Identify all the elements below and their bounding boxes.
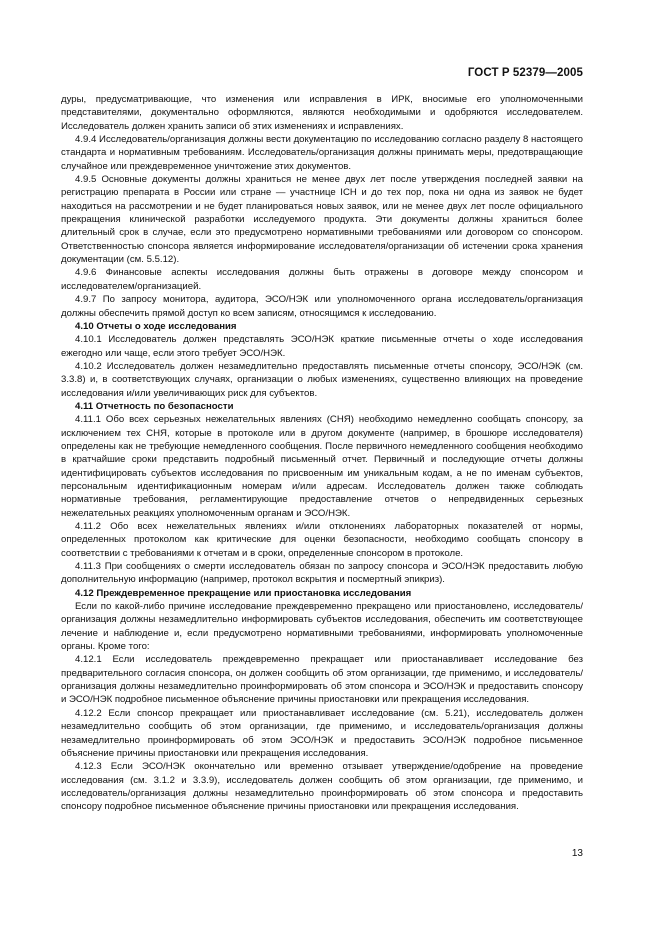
paragraph-4-12-intro: Если по какой-либо причине исследование преждевременно прекращено или приостановлено, исследователь/организация должны незамедлительно информировать субъектов исследования, обеспечить им соответствующее лечение и наблюдение и, если предусмотрено нормативными требованиями, информировать уполномоченные органы. Кроме того: — [61, 601, 583, 653]
paragraph-4-11-1: 4.11.1 Обо всех серьезных нежелательных явлениях (СНЯ) необходимо немедленно сообщать спонсору, за исключением тех СНЯ, которые в протоколе или в другом документе (например, в брошюре исследователя) определены как не требующие немедленного сообщения. После первичного немедленного сообщения необходимо в кратчайшие сроки представить подробный письменный отчет. Первичный и последующие отчеты должны идентифицировать субъектов исследования по присвоенным им уникальным кодам, а не по именам субъектов, персональным идентификационным номерам и/или адресам. Исследователь должен также соблюдать нормативные требования, регламентирующие предоставление отчетов о непредвиденных серьезных нежелательных реакциях уполномоченным органам и ЭСО/НЭК. — [61, 414, 583, 519]
paragraph-4-12-1: 4.12.1 Если исследователь преждевременно прекращает или приостанавливает исследование без предварительного согласия спонсора, он должен сообщить об этом организации, где применимо, и исследователь/организация должны незамедлительно проинформировать об этом спонсора и ЭСО/НЭК и предоставить спонсору и ЭСО/НЭК подробное письменное объяснение причины приостановки или прекращения исследования. — [61, 654, 583, 706]
standard-number-header: ГОСТ Р 52379—2005 — [467, 67, 583, 79]
paragraph-4-11-2: 4.11.2 Обо всех нежелательных явлениях и/или отклонениях лабораторных показателей от нормы, определенных протоколом как критические для оценки безопасности, необходимо сообщать спонсору в соответствии с требованиями к отчетам и в сроки, определенные спонсором в протоколе. — [61, 521, 583, 559]
document-body — [61, 93, 583, 814]
paragraph-4-9-5: 4.9.5 Основные документы должны храниться не менее двух лет после утверждения последней заявки на регистрацию препарата в России или стране — участнице ICH и до тех пор, пока ни одна из заявок не будет находиться на рассмотрении и не будет планироваться новых заявок, или не менее двух лет после официального прекращения клинической разработки исследуемого продукта. Эти документы должны храниться более длительный срок в случае, если это предусмотрено нормативными требованиями или договором со спонсором. Ответственностью спонсора является информирование исследователя/организации об истечении срока хранения документации (см. 5.5.12). — [61, 174, 583, 266]
paragraph-4-11-3: 4.11.3 При сообщениях о смерти исследователь обязан по запросу спонсора и ЭСО/НЭК предоставить любую дополнительную информацию (например, протокол вскрытия и посмертный эпикриз). — [61, 561, 583, 586]
section-heading-4-11: 4.11 Отчетность по безопасности — [75, 400, 234, 412]
paragraph-continuation: дуры, предусматривающие, что изменения или исправления в ИРК, вносимые его уполномоченными представителями, документально оформляются, являются необходимыми и одобряются исследователем. Исследователь должен хранить записи об этих изменениях и исправлениях. — [61, 94, 583, 132]
section-heading-4-12: 4.12 Преждевременное прекращение или приостановка исследования — [75, 587, 412, 599]
paragraph-4-9-4: 4.9.4 Исследователь/организация должны вести документацию по исследованию согласно разделу 8 настоящего стандарта и нормативным требованиям. Исследователь/организация должны принимать меры, предотвращающие случайное или преждевременное уничтожение этих документов. — [61, 134, 583, 172]
paragraph-4-9-7: 4.9.7 По запросу монитора, аудитора, ЭСО/НЭК или уполномоченного органа исследователь/организация должны обеспечить прямой доступ ко всем записям, относящимся к исследованию. — [61, 294, 583, 319]
paragraph-4-12-3: 4.12.3 Если ЭСО/НЭК окончательно или временно отзывает утверждение/одобрение на проведение исследования (см. 3.1.2 и 3.3.9), исследователь должен сообщить об этом организации, где применимо, и исследователь/организация должны незамедлительно проинформировать об этом спонсора и предоставить спонсору подробное письменное объяснение причины приостановки или прекращения исследования. — [61, 761, 583, 813]
paragraph-4-10-1: 4.10.1 Исследователь должен представлять ЭСО/НЭК краткие письменные отчеты о ходе исследования ежегодно или чаще, если этого требует ЭСО/НЭК. — [61, 334, 583, 359]
paragraph-4-12-2: 4.12.2 Если спонсор прекращает или приостанавливает исследование (см. 5.21), исследователь должен незамедлительно сообщить об этом организации, где применимо, и исследователь/организация должны незамедлительно проинформировать об этом ЭСО/НЭК и предоставить ЭСО/НЭК подробное письменное объяснение причины приостановки или прекращения исследования. — [61, 707, 583, 759]
paragraph-4-10-2: 4.10.2 Исследователь должен незамедлительно предоставлять письменные отчеты спонсору, ЭСО/НЭК (см. 3.3.8) и, в соответствующих случаях, организации о любых изменениях, существенно влияющих на проведение исследования и/или увеличивающих риск для субъектов. — [61, 360, 583, 399]
page-number: 13 — [571, 848, 583, 859]
paragraph-4-9-6: 4.9.6 Финансовые аспекты исследования должны быть отражены в договоре между спонсором и исследователем/организацией. — [61, 267, 583, 292]
section-heading-4-10: 4.10 Отчеты о ходе исследования — [75, 320, 237, 332]
